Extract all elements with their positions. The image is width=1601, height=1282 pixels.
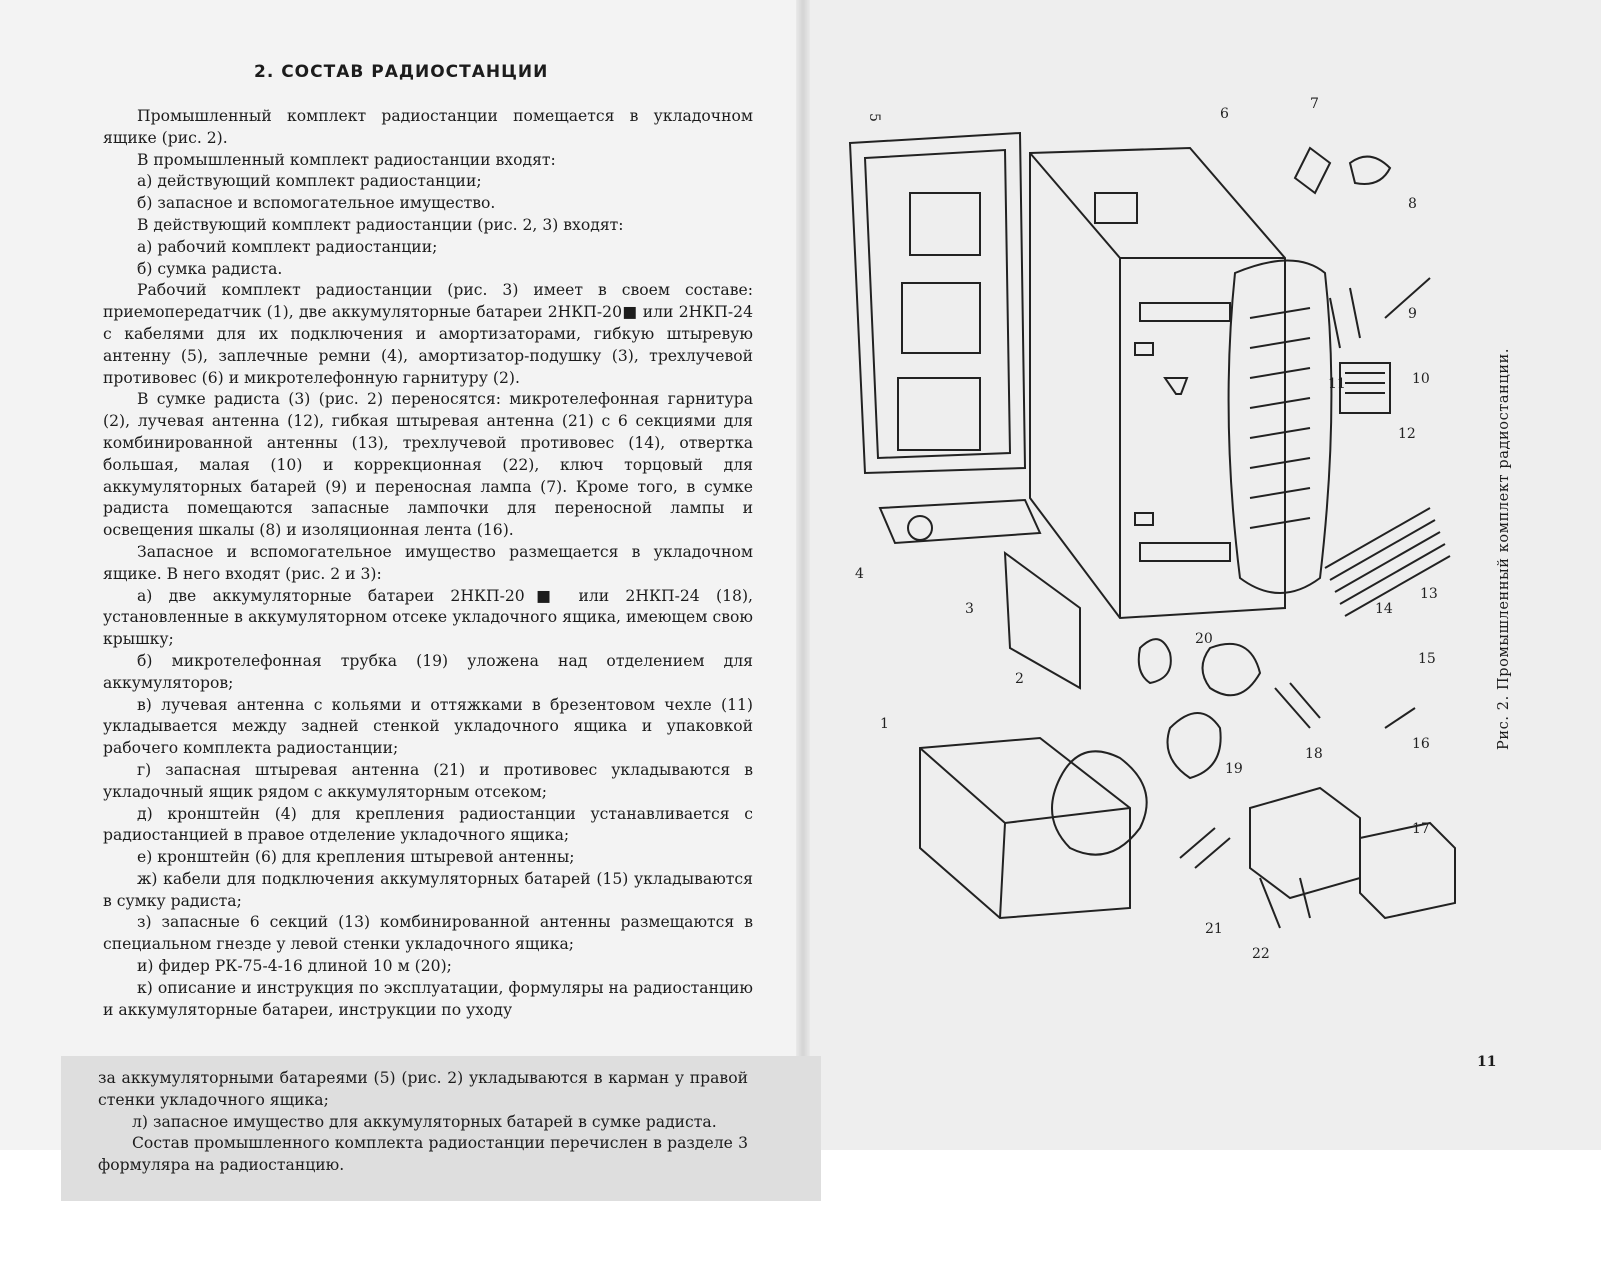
section-heading: 2. СОСТАВ РАДИОСТАНЦИИ [254, 62, 549, 82]
figure-label: 17 [1412, 821, 1430, 837]
figure-label: 11 [1328, 376, 1346, 392]
figure-label: 22 [1252, 946, 1270, 962]
figure-label: 7 [1310, 96, 1319, 112]
list-item: а) две аккумуляторные батареи 2НКП-20■ или 2НКП-24 (18), установленные в аккумуляторном отсеке укладочного ящика, имеющем свою крышку; [103, 586, 753, 649]
paragraph: Запасное и вспомогательное имущество размещается в укладочном ящике. В него входят (рис. 2 и 3): [103, 542, 753, 583]
paragraph: Промышленный комплект радиостанции помещается в укладочном ящике (рис. 2). [103, 107, 753, 147]
figure-label: 3 [965, 601, 974, 617]
figure-label: 14 [1375, 601, 1393, 617]
figure-label: 8 [1408, 196, 1417, 212]
figure-label: 19 [1225, 761, 1243, 777]
figure-label: 6 [1220, 106, 1229, 122]
figure-label: 9 [1408, 306, 1417, 322]
figure-label: 13 [1420, 586, 1438, 602]
paragraph: В сумке радиста (3) (рис. 2) переносятся: микротелефонная гарнитура (2), лучевая антенна (12), гибкая штыревая антенна (21) с 6 секциями для комбинированной антенны (13), трехлучевой противовес (14), отвертка большая, малая (10) и коррекционная (22), ключ торцовый для аккумуляторных батарей (9) и переносная лампа (7). Кроме того, в сумке радиста помещаются запасные лампочки для переносной лампы и освещения шкалы (8) и изоляционная лента (16). [103, 390, 753, 540]
figure-label: 2 [1015, 671, 1024, 687]
figure-label: 5 [866, 113, 882, 122]
continuation-snippet [61, 1056, 821, 1201]
figure-label: 20 [1195, 631, 1213, 647]
figure-label: 10 [1412, 371, 1430, 387]
paragraph: за аккумуляторными батареями (5) (рис. 2) укладываются в карман у правой стенки укладочного ящика; [98, 1069, 748, 1109]
list-item: в) лучевая антенна с кольями и оттяжками в брезентовом чехле (11) укладывается между задней стенкой укладочного ящика и упаковкой рабочего комплекта радиостанции; [103, 695, 753, 758]
list-item: д) кронштейн (4) для крепления радиостанции устанавливается с радиостанцией в правое отделение укладочного ящика; [103, 804, 753, 845]
book-spine [796, 0, 810, 1150]
list-item: б) сумка радиста. [137, 259, 283, 278]
figure-label: 1 [880, 716, 889, 732]
list-item: а) действующий комплект радиостанции; [137, 172, 482, 191]
figure-label: 15 [1418, 651, 1436, 667]
list-item: г) запасная штыревая антенна (21) и противовес укладываются в укладочный ящик рядом с аккумуляторным отсеком; [103, 760, 753, 801]
list-item: л) запасное имущество для аккумуляторных батарей в сумке радиста. [132, 1112, 717, 1131]
figure-label: 12 [1398, 426, 1416, 442]
figure-label: 16 [1412, 736, 1430, 752]
radio-kit-figure [840, 88, 1490, 988]
figure-label: 4 [855, 566, 864, 582]
paragraph: Рабочий комплект радиостанции (рис. 3) имеет в своем составе: приемопередатчик (1), две аккумуляторные батареи 2НКП-20■ или 2НКП-24 с кабелями для их подключения и амортизаторами, гибкую штыревую антенну (5), заплечные ремни (4), амортизатор-подушку (3), трехлучевой противовес (6) и микротелефонную гарнитуру (2). [103, 281, 753, 387]
list-item: ж) кабели для подключения аккумуляторных батарей (15) укладываются в сумку радиста; [103, 869, 753, 910]
list-item: а) рабочий комплект радиостанции; [137, 237, 438, 256]
paragraph: В действующий комплект радиостанции (рис. 2, 3) входят: [137, 215, 624, 234]
list-item: и) фидер РК-75-4-16 длиной 10 м (20); [137, 957, 452, 976]
figure-label: 18 [1305, 746, 1323, 762]
list-item: к) описание и инструкция по эксплуатации, формуляры на радиостанцию и аккумуляторные батареи, инструкции по уходу [103, 978, 753, 1019]
figure-label: 21 [1205, 921, 1223, 937]
list-item: б) запасное и вспомогательное имущество. [137, 194, 496, 213]
paragraph: Состав промышленного комплекта радиостанции перечислен в разделе 3 формуляра на радиостанцию. [98, 1134, 748, 1175]
figure-caption-wrap [1496, 330, 1518, 750]
list-item: е) кронштейн (6) для крепления штыревой антенны; [137, 848, 575, 867]
paragraph: В промышленный комплект радиостанции входят: [137, 150, 556, 169]
list-item: з) запасные 6 секций (13) комбинированной антенны размещаются в специальном гнезде у левой стенки укладочного ящика; [103, 913, 753, 954]
list-item: б) микротелефонная трубка (19) уложена над отделением для аккумуляторов; [103, 651, 753, 692]
figure-caption: Рис. 2. Промышленный комплект радиостанции. [1496, 347, 1512, 750]
page-number: 11 [1477, 1054, 1497, 1070]
main-text [103, 106, 753, 1021]
